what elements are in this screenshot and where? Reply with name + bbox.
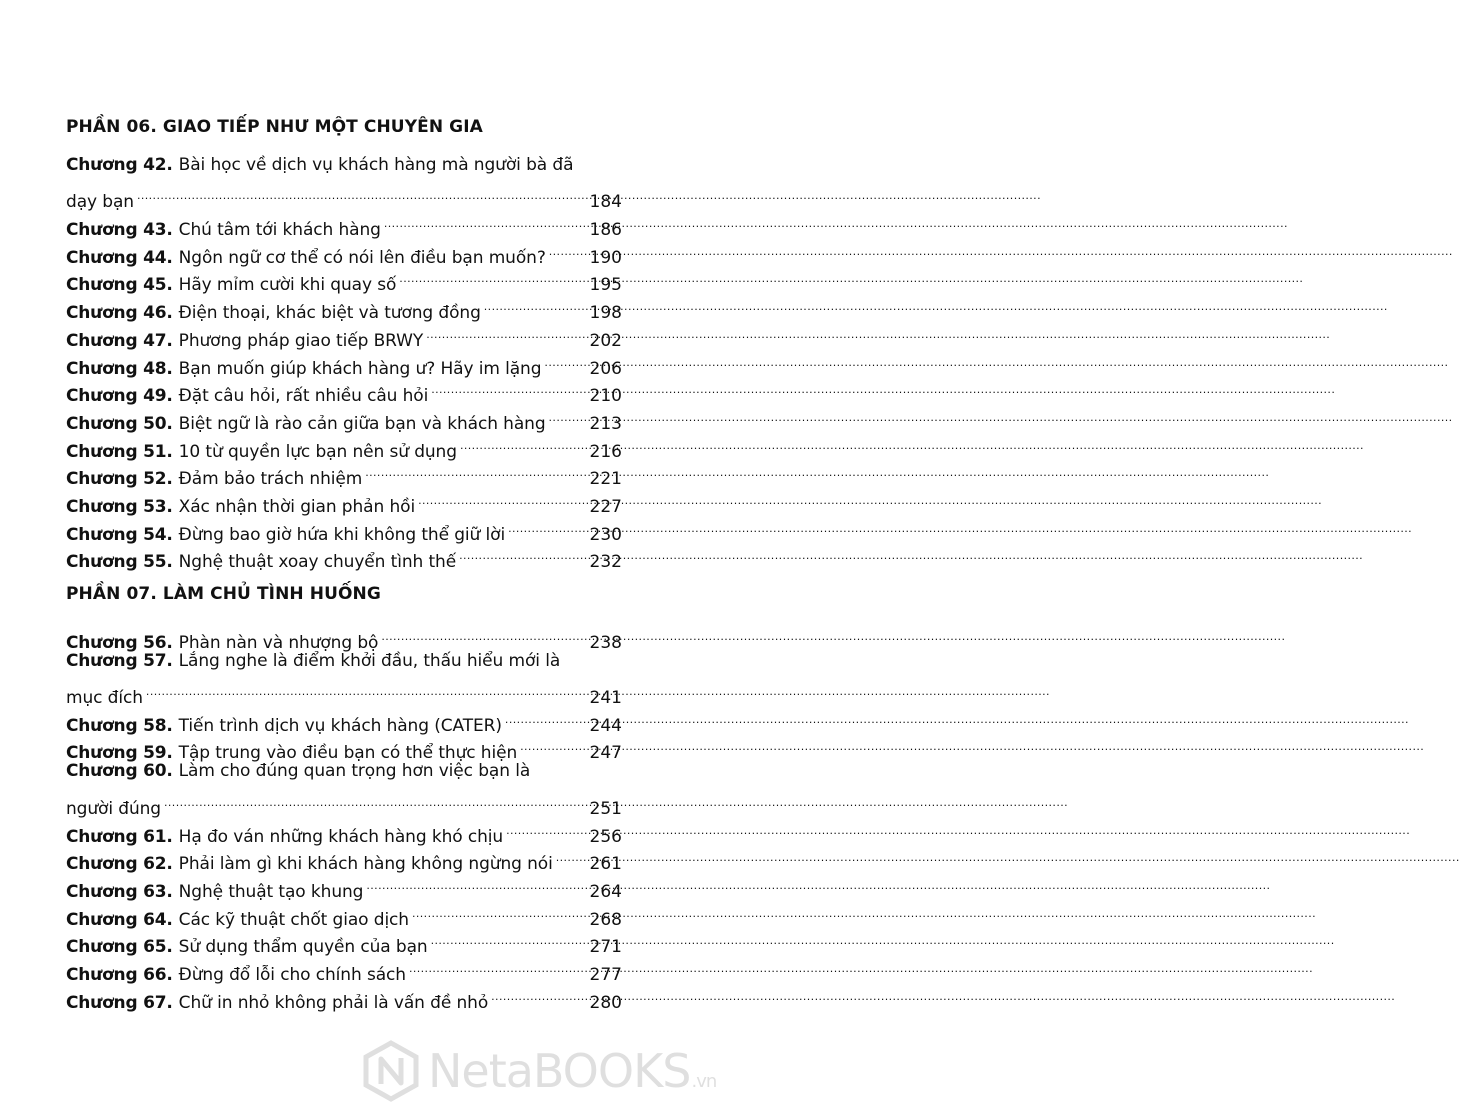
chapter-title: Phàn nàn và nhượng bộ — [178, 632, 379, 653]
dot-leader — [484, 290, 588, 318]
chapter-title: Tiến trình dịch vụ khách hàng (CATER) — [178, 715, 502, 736]
chapter-number: Chương 49. — [66, 386, 173, 407]
part-06-toc — [66, 152, 622, 573]
part-06-heading: PHẦN 06. GIAO TIẾP NHƯ MỘT CHUYÊN GIA — [66, 117, 483, 137]
toc-entry-56[interactable] — [66, 620, 622, 653]
chapter-title: Các kỹ thuật chốt giao dịch — [178, 909, 409, 930]
netabooks-watermark — [362, 1040, 716, 1102]
chapter-title: Đảm bảo trách nhiệm — [178, 469, 363, 490]
dot-leader — [491, 980, 587, 1008]
chapter-title: 10 từ quyền lực bạn nên sử dụng — [178, 441, 457, 462]
chapter-number: Chương 55. — [66, 552, 173, 573]
chapter-title-continued: dạy bạn — [66, 192, 134, 213]
chapter-title: Nghệ thuật tạo khung — [178, 881, 364, 902]
chapter-number: Chương 45. — [66, 275, 173, 296]
page-number: 247 — [589, 743, 622, 764]
dot-leader — [506, 814, 587, 842]
dot-leader — [549, 235, 588, 263]
dot-leader — [412, 897, 588, 925]
chapter-number: Chương 44. — [66, 247, 173, 268]
chapter-title: Hạ đo ván những khách hàng khó chịu — [178, 826, 504, 847]
dot-leader — [431, 374, 587, 402]
toc-entry-43[interactable] — [66, 207, 622, 241]
dot-leader — [549, 401, 588, 429]
dot-leader — [366, 869, 587, 897]
netabooks-logo-icon — [362, 1040, 420, 1102]
chapter-number: Chương 58. — [66, 715, 173, 736]
chapter-number: Chương 57. — [66, 650, 173, 671]
chapter-number: Chương 54. — [66, 524, 173, 545]
chapter-number: Chương 63. — [66, 881, 173, 902]
chapter-title-continued: người đúng — [66, 798, 161, 819]
chapter-number: Chương 62. — [66, 854, 173, 875]
page-number: 264 — [589, 881, 622, 902]
chapter-number: Chương 48. — [66, 358, 173, 379]
page-number: 195 — [589, 275, 622, 296]
page-number: 213 — [589, 413, 622, 434]
chapter-title: Nghệ thuật xoay chuyển tình thế — [178, 552, 457, 573]
chapter-title: Tập trung vào điều bạn có thể thực hiện — [178, 743, 518, 764]
chapter-number: Chương 47. — [66, 330, 173, 351]
part-07-toc — [66, 620, 622, 1013]
chapter-number: Chương 65. — [66, 937, 173, 958]
chapter-number: Chương 56. — [66, 632, 173, 653]
page-number: 210 — [589, 386, 622, 407]
dot-leader — [164, 786, 588, 814]
dot-leader — [556, 842, 588, 870]
chapter-title: Lắng nghe là điểm khởi đầu, thấu hiểu mới là — [178, 650, 561, 671]
page-number: 216 — [589, 441, 622, 462]
chapter-title: Phương pháp giao tiếp BRWY — [178, 330, 424, 351]
dot-leader — [520, 731, 587, 759]
chapter-title: Chữ in nhỏ không phải là vấn đề nhỏ — [178, 992, 489, 1013]
chapter-number: Chương 51. — [66, 441, 173, 462]
chapter-number: Chương 59. — [66, 743, 173, 764]
page-number: 244 — [589, 715, 622, 736]
page-number: 227 — [589, 496, 622, 517]
chapter-title: Bài học về dịch vụ khách hàng mà người bà đã — [178, 155, 574, 175]
chapter-title: Phải làm gì khi khách hàng không ngừng nói — [178, 854, 553, 875]
dot-leader — [460, 429, 588, 457]
page-number: 232 — [589, 552, 622, 573]
chapter-number: Chương 50. — [66, 413, 173, 434]
chapter-title: Sử dụng thẩm quyền của bạn — [178, 937, 428, 958]
page-number: 251 — [589, 798, 622, 819]
dot-leader — [409, 952, 588, 980]
dot-leader — [544, 346, 587, 374]
page-number: 280 — [589, 992, 622, 1013]
chapter-title: Xác nhận thời gian phản hồi — [178, 496, 416, 517]
chapter-number: Chương 42. — [66, 155, 173, 175]
page-number: 271 — [589, 937, 622, 958]
chapter-title-continued: mục đích — [66, 688, 143, 709]
page-number: 184 — [589, 192, 622, 213]
dot-leader — [418, 484, 587, 512]
dot-leader — [431, 925, 588, 953]
chapter-number: Chương 53. — [66, 496, 173, 517]
dot-leader — [508, 512, 587, 540]
page-number: 261 — [589, 854, 622, 875]
chapter-title: Ngôn ngữ cơ thể có nói lên điều bạn muốn? — [178, 247, 546, 268]
page-number: 186 — [589, 220, 622, 241]
dot-leader — [399, 263, 587, 291]
chapter-number: Chương 43. — [66, 220, 173, 241]
page-number: 256 — [589, 826, 622, 847]
page-number: 206 — [589, 358, 622, 379]
chapter-number: Chương 66. — [66, 964, 173, 985]
part-07-heading: PHẦN 07. LÀM CHỦ TÌNH HUỐNG — [66, 584, 381, 604]
chapter-number: Chương 61. — [66, 826, 173, 847]
dot-leader — [459, 540, 587, 568]
dot-leader — [505, 703, 588, 731]
chapter-title: Bạn muốn giúp khách hàng ư? Hãy im lặng — [178, 358, 542, 379]
dot-leader — [146, 675, 588, 703]
book-toc-page — [0, 0, 717, 1120]
watermark-brand: NetaBOOKS.vn — [428, 1044, 717, 1098]
chapter-title: Hãy mỉm cười khi quay số — [178, 275, 397, 296]
chapter-number: Chương 60. — [66, 761, 173, 782]
chapter-title: Chú tâm tới khách hàng — [178, 220, 381, 241]
chapter-title: Đừng đổ lỗi cho chính sách — [178, 964, 406, 985]
dot-leader — [381, 620, 587, 648]
chapter-title: Điện thoại, khác biệt và tương đồng — [178, 303, 481, 324]
page-number: 230 — [589, 524, 622, 545]
page-number: 202 — [589, 330, 622, 351]
page-number: 268 — [589, 909, 622, 930]
page-number: 241 — [589, 688, 622, 709]
chapter-title: Đừng bao giờ hứa khi không thể giữ lời — [178, 524, 506, 545]
chapter-number: Chương 46. — [66, 303, 173, 324]
toc-entry-42[interactable] — [66, 152, 622, 213]
page-number: 190 — [589, 247, 622, 268]
page-number: 221 — [589, 469, 622, 490]
chapter-title: Đặt câu hỏi, rất nhiều câu hỏi — [178, 386, 429, 407]
page-number: 238 — [589, 632, 622, 653]
dot-leader — [137, 180, 588, 208]
toc-entry-57[interactable] — [66, 648, 622, 709]
toc-entry-60[interactable] — [66, 758, 622, 819]
toc-entry-58[interactable] — [66, 703, 622, 736]
chapter-title: Làm cho đúng quan trọng hơn việc bạn là — [178, 761, 531, 782]
chapter-number: Chương 64. — [66, 909, 173, 930]
chapter-number: Chương 52. — [66, 469, 173, 490]
dot-leader — [384, 207, 588, 235]
chapter-title: Biệt ngữ là rào cản giữa bạn và khách hàng — [178, 413, 546, 434]
page-number: 198 — [589, 303, 622, 324]
dot-leader — [426, 318, 587, 346]
page-number: 277 — [589, 964, 622, 985]
dot-leader — [365, 457, 587, 485]
chapter-number: Chương 67. — [66, 992, 173, 1013]
